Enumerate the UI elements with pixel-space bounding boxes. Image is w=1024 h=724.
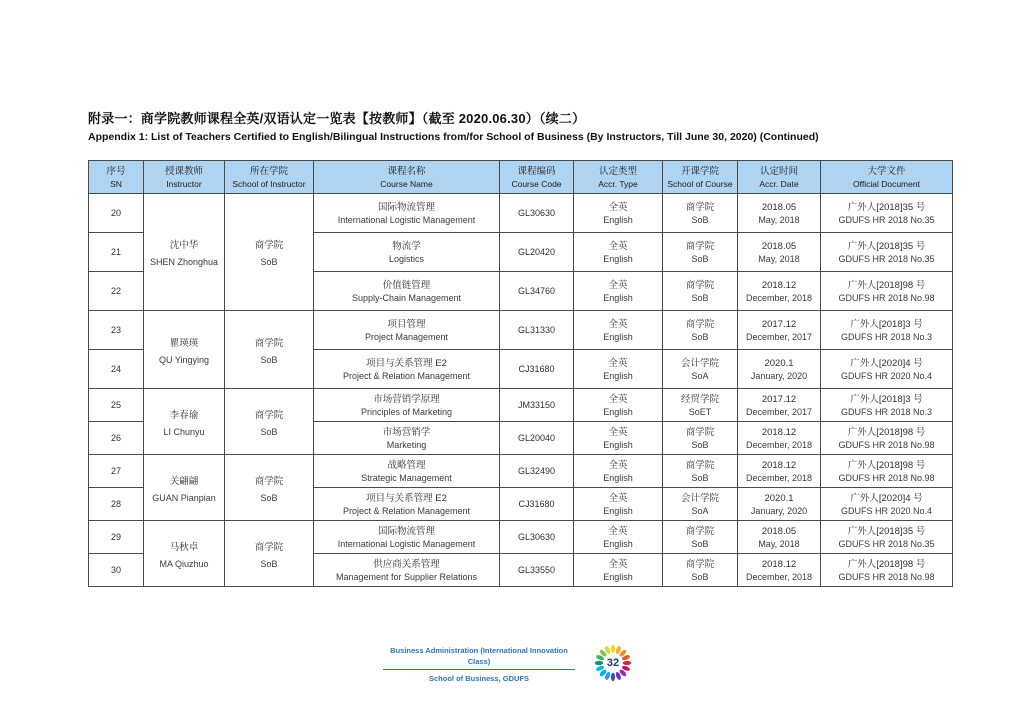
official-document-cell: 广外人[2018]98 号 GDUFS HR 2018 No.98	[821, 455, 953, 488]
accr-date-cell: 2018.12 December, 2018	[738, 422, 821, 455]
sn-cell: 28	[89, 488, 144, 521]
sn-cell: 25	[89, 389, 144, 422]
table-row	[89, 311, 953, 350]
table-row	[89, 455, 953, 488]
school-of-course-cell: 商学院 SoB	[663, 455, 738, 488]
course-code-cell: GL30630	[500, 194, 574, 233]
sn-cell: 27	[89, 455, 144, 488]
accr-date-cell: 2018.12 December, 2018	[738, 272, 821, 311]
accr-type-cell: 全英 English	[574, 272, 663, 311]
official-document-cell: 广外人[2018]35 号 GDUFS HR 2018 No.35	[821, 194, 953, 233]
col-header-course-code: 课程编码 Course Code	[500, 161, 574, 194]
course-name-cell: 项目与关系管理 E2 Project & Relation Management	[314, 350, 500, 389]
school-of-course-cell: 商学院 SoB	[663, 554, 738, 587]
course-name-cell: 价值链管理 Supply-Chain Management	[314, 272, 500, 311]
col-header-official-document: 大学文件 Official Document	[821, 161, 953, 194]
course-code-cell: JM33150	[500, 389, 574, 422]
accr-type-cell: 全英 English	[574, 389, 663, 422]
sn-cell: 30	[89, 554, 144, 587]
school-of-course-cell: 商学院 SoB	[663, 194, 738, 233]
course-name-cell: 供应商关系管理 Management for Supplier Relations	[314, 554, 500, 587]
course-name-cell: 战略管理 Strategic Management	[314, 455, 500, 488]
footer-program-name: Business Administration (International Innovation Class)	[390, 646, 568, 666]
school-of-instructor-cell: 商学院 SoB	[225, 455, 314, 521]
page-footer	[0, 645, 1020, 684]
certified-courses-table	[88, 160, 953, 587]
school-of-course-cell: 会计学院 SoA	[663, 488, 738, 521]
course-name-cell: 物流学 Logistics	[314, 233, 500, 272]
course-code-cell: CJ31680	[500, 488, 574, 521]
accr-date-cell: 2017.12 December, 2017	[738, 389, 821, 422]
course-code-cell: GL33550	[500, 554, 574, 587]
course-name-cell: 市场营销学 Marketing	[314, 422, 500, 455]
school-of-course-cell: 会计学院 SoA	[663, 350, 738, 389]
accr-date-cell: 2018.05 May, 2018	[738, 521, 821, 554]
instructor-cell: 关翩翩 GUAN Pianpian	[144, 455, 225, 521]
official-document-cell: 广外人[2018]35 号 GDUFS HR 2018 No.35	[821, 521, 953, 554]
page-number: 32	[606, 657, 620, 669]
footer-school-name: School of Business, GDUFS	[428, 674, 529, 683]
page-title-en: Appendix 1: List of Teachers Certified to English/Bilingual Instructions from/for School of Business (By Instructors, Till June 30, 2020) (Continued)	[88, 131, 819, 143]
sn-cell: 21	[89, 233, 144, 272]
course-code-cell: GL20420	[500, 233, 574, 272]
school-of-course-cell: 商学院 SoB	[663, 311, 738, 350]
school-of-instructor-cell: 商学院 SoB	[225, 389, 314, 455]
col-header-accr-type: 认定类型 Accr. Type	[574, 161, 663, 194]
course-code-cell: GL30630	[500, 521, 574, 554]
accr-date-cell: 2018.05 May, 2018	[738, 194, 821, 233]
official-document-cell: 广外人[2018]98 号 GDUFS HR 2018 No.98	[821, 272, 953, 311]
official-document-cell: 广外人[2018]98 号 GDUFS HR 2018 No.98	[821, 554, 953, 587]
school-of-instructor-cell: 商学院 SoB	[225, 521, 314, 587]
school-of-course-cell: 商学院 SoB	[663, 272, 738, 311]
col-header-course-name: 课程名称 Course Name	[314, 161, 500, 194]
school-of-course-cell: 商学院 SoB	[663, 521, 738, 554]
accr-type-cell: 全英 English	[574, 521, 663, 554]
course-code-cell: GL20040	[500, 422, 574, 455]
instructor-cell: 瞿瑛瑛 QU Yingying	[144, 311, 225, 389]
accr-type-cell: 全英 English	[574, 233, 663, 272]
accr-type-cell: 全英 English	[574, 488, 663, 521]
course-code-cell: CJ31680	[500, 350, 574, 389]
col-header-school-of-instructor: 所在学院 School of Instructor	[225, 161, 314, 194]
page-title-zh: 附录一：商学院教师课程全英/双语认定一览表【按教师】（截至 2020.06.30）（续二）	[88, 111, 586, 126]
accr-type-cell: 全英 English	[574, 422, 663, 455]
school-of-course-cell: 经贸学院 SoET	[663, 389, 738, 422]
header-row	[89, 161, 953, 194]
col-header-instructor: 授课教师 Instructor	[144, 161, 225, 194]
official-document-cell: 广外人[2020]4 号 GDUFS HR 2020 No.4	[821, 350, 953, 389]
col-header-sn: 序号 SN	[89, 161, 144, 194]
page-number-badge	[593, 643, 633, 683]
accr-type-cell: 全英 English	[574, 311, 663, 350]
accr-type-cell: 全英 English	[574, 455, 663, 488]
instructor-cell: 沈中华 SHEN Zhonghua	[144, 194, 225, 311]
school-of-instructor-cell: 商学院 SoB	[225, 194, 314, 311]
sn-cell: 22	[89, 272, 144, 311]
course-name-cell: 国际物流管理 International Logistic Management	[314, 194, 500, 233]
accr-date-cell: 2020.1 January, 2020	[738, 350, 821, 389]
sn-cell: 20	[89, 194, 144, 233]
footer-text-block	[383, 645, 575, 684]
official-document-cell: 广外人[2018]3 号 GDUFS HR 2018 No.3	[821, 389, 953, 422]
course-code-cell: GL32490	[500, 455, 574, 488]
col-header-accr-date: 认定时间 Accr. Date	[738, 161, 821, 194]
course-name-cell: 项目管理 Project Management	[314, 311, 500, 350]
official-document-cell: 广外人[2020]4 号 GDUFS HR 2020 No.4	[821, 488, 953, 521]
sn-cell: 29	[89, 521, 144, 554]
accr-date-cell: 2018.12 December, 2018	[738, 554, 821, 587]
course-name-cell: 市场营销学原理 Principles of Marketing	[314, 389, 500, 422]
school-of-instructor-cell: 商学院 SoB	[225, 311, 314, 389]
table-row	[89, 389, 953, 422]
accr-type-cell: 全英 English	[574, 554, 663, 587]
course-name-cell: 国际物流管理 International Logistic Management	[314, 521, 500, 554]
accr-type-cell: 全英 English	[574, 194, 663, 233]
accr-type-cell: 全英 English	[574, 350, 663, 389]
official-document-cell: 广外人[2018]35 号 GDUFS HR 2018 No.35	[821, 233, 953, 272]
school-of-course-cell: 商学院 SoB	[663, 233, 738, 272]
footer-divider	[383, 669, 575, 670]
official-document-cell: 广外人[2018]3 号 GDUFS HR 2018 No.3	[821, 311, 953, 350]
accr-date-cell: 2018.12 December, 2018	[738, 455, 821, 488]
col-header-school-of-course: 开课学院 School of Course	[663, 161, 738, 194]
course-code-cell: GL34760	[500, 272, 574, 311]
table-row	[89, 194, 953, 233]
instructor-cell: 马秋卓 MA Qiuzhuo	[144, 521, 225, 587]
accr-date-cell: 2017.12 December, 2017	[738, 311, 821, 350]
course-code-cell: GL31330	[500, 311, 574, 350]
sn-cell: 23	[89, 311, 144, 350]
school-of-course-cell: 商学院 SoB	[663, 422, 738, 455]
sn-cell: 24	[89, 350, 144, 389]
sn-cell: 26	[89, 422, 144, 455]
accr-date-cell: 2018.05 May, 2018	[738, 233, 821, 272]
accr-date-cell: 2020.1 January, 2020	[738, 488, 821, 521]
course-name-cell: 项目与关系管理 E2 Project & Relation Management	[314, 488, 500, 521]
official-document-cell: 广外人[2018]98 号 GDUFS HR 2018 No.98	[821, 422, 953, 455]
instructor-cell: 李春瑜 LI Chunyu	[144, 389, 225, 455]
table-row	[89, 521, 953, 554]
